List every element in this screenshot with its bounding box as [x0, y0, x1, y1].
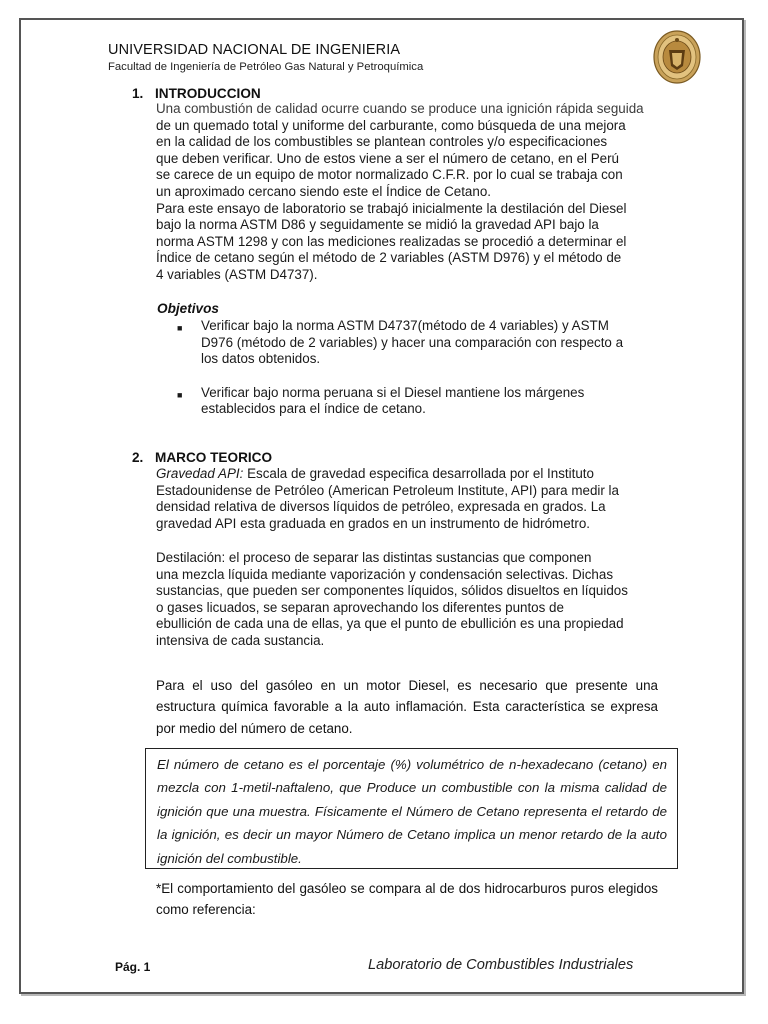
comparison-paragraph: *El comportamiento del gasóleo se compara al de dos hidrocarburos puros elegidos como referencia:: [156, 881, 658, 918]
objective-line: establecidos para el índice de cetano.: [201, 401, 426, 417]
university-name: UNIVERSIDAD NACIONAL DE INGENIERIA: [108, 42, 401, 58]
intro-line: bajo la norma ASTM D86 y seguidamente se midió la gravedad API bajo la: [156, 217, 599, 233]
distillation-line: intensiva de cada sustancia.: [156, 632, 325, 648]
intro-line: que deben verificar. Uno de estos viene a ser el número de cetano, en el Perú: [156, 150, 620, 166]
distillation-line: Destilación: el proceso de separar las distintas sustancias que componen: [156, 550, 592, 565]
intro-line: se carece de un equipo de motor normalizado C.F.R. por lo cual se trabaja con: [156, 167, 623, 183]
objective-line: Verificar bajo norma peruana si el Diesel mantiene los márgenes: [201, 384, 585, 400]
objectives-list: [156, 318, 666, 418]
objective-item: [156, 385, 666, 418]
intro-line: Una combustión de calidad ocurre cuando se produce una ignición rápida seguida: [156, 101, 644, 116]
faculty-name: Facultad de Ingeniería de Petróleo Gas Natural y Petroquímica: [108, 61, 424, 73]
section-1-heading: [132, 86, 261, 101]
api-term: Gravedad API:: [156, 466, 244, 481]
objectives-title: Objetivos: [157, 301, 219, 316]
university-seal-icon: [653, 30, 701, 84]
distillation-line: sustancias, que pueden ser componentes líquidos, sólidos disueltos en líquidos: [156, 583, 628, 599]
cetane-definition-box: El número de cetano es el porcentaje (%) volumétrico de n-hexadecano (cetano) en mezcla con 1-metil-naftaleno, que Produce un combustible con la misma calidad de ignición que una muestra. Físicamente el Número de Cetano representa el retardo de la ignición, es decir un mayor Número de Cetano implica un menor retardo de la auto ignición del combustible.: [145, 748, 678, 869]
page-number: Pág. 1: [115, 960, 151, 974]
intro-line: en la calidad de los combustibles se plantean controles y/o especificaciones: [156, 134, 608, 150]
section-2-number: 2.: [132, 450, 144, 465]
intro-line: Índice de cetano según el método de 2 variables (ASTM D976) y el método de: [156, 250, 622, 266]
intro-line: 4 variables (ASTM D4737).: [156, 266, 318, 282]
api-paragraph: [156, 466, 666, 532]
api-line: densidad relativa de diversos líquidos de petróleo, expresada en grados. La: [156, 499, 606, 515]
api-line: gravedad API esta graduada en grados en un instrumento de hidrómetro.: [156, 515, 590, 531]
intro-line: norma ASTM 1298 y con las mediciones realizadas se procedió a determinar el: [156, 233, 627, 249]
section-2-title: MARCO TEORICO: [155, 450, 273, 465]
distillation-paragraph: [156, 550, 666, 650]
footer-title: Laboratorio de Combustibles Industriales: [368, 957, 634, 973]
section-1-number: 1.: [132, 86, 144, 101]
intro-line: de un quemado total y uniforme del carburante, como búsqueda de una mejora: [156, 117, 626, 133]
objective-item: [156, 318, 666, 368]
bullet-icon: ■: [177, 389, 183, 400]
section-2-heading: [132, 450, 272, 465]
objective-line: D976 (método de 2 variables) y hacer una comparación con respecto a: [201, 334, 624, 350]
intro-line: un aproximado cercano siendo este el Índice de Cetano.: [156, 183, 491, 199]
distillation-line: una mezcla líquida mediante vaporización y condensación selectivas. Dichas: [156, 566, 614, 582]
objective-line: Verificar bajo la norma ASTM D4737(método de 4 variables) y ASTM: [201, 318, 609, 333]
distillation-line: ebullición de cada una de ellas, ya que el punto de ebullición es una propiedad: [156, 616, 624, 632]
intro-line: Para este ensayo de laboratorio se trabajó inicialmente la destilación del Diesel: [156, 200, 627, 216]
distillation-line: o gases licuados, se separan aprovechando los diferentes puntos de: [156, 599, 564, 615]
bullet-icon: ■: [177, 323, 183, 333]
objective-line: los datos obtenidos.: [201, 351, 321, 367]
diesel-paragraph: Para el uso del gasóleo en un motor Diesel, es necesario que presente una estructura química favorable a la auto inflamación. Esta característica se expresa por medio del número de cetano.: [156, 678, 658, 736]
section-1-title: INTRODUCCION: [155, 86, 261, 101]
introduction-paragraph: [156, 101, 666, 284]
api-line: Escala de gravedad especifica desarrollada por el Instituto: [243, 466, 594, 481]
api-line: Estadounidense de Petróleo (American Petroleum Institute, API) para medir la: [156, 482, 619, 498]
